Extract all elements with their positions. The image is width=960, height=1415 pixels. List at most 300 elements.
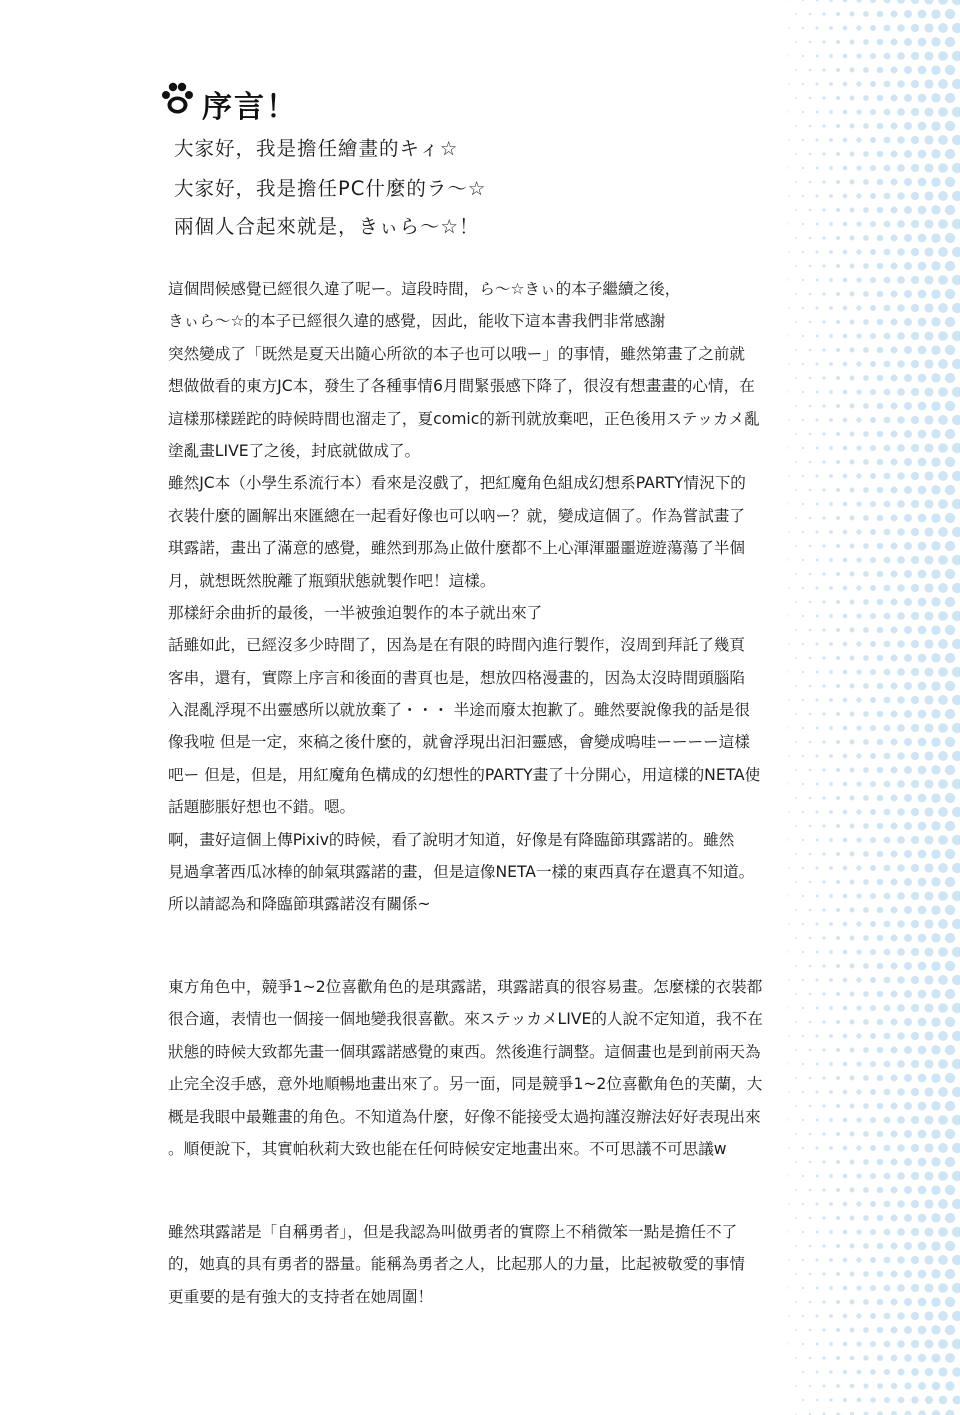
halftone-dot <box>884 641 891 648</box>
paw-print-icon <box>158 80 196 118</box>
halftone-dot <box>945 625 955 635</box>
halftone-dot <box>884 1061 891 1068</box>
halftone-dot <box>904 1242 912 1250</box>
halftone-dot <box>925 1368 933 1376</box>
halftone-dot <box>884 1397 890 1403</box>
halftone-dot <box>945 401 955 411</box>
halftone-dot <box>884 893 891 900</box>
halftone-dot <box>911 752 919 760</box>
text-line: 啊，畫好這個上傳Pixiv的時候，看了說明才知道，好像是有降臨節琪露諾的。雖然 <box>168 830 735 849</box>
halftone-dot <box>938 1199 948 1209</box>
halftone-dot <box>863 67 869 73</box>
halftone-dot <box>938 135 948 145</box>
halftone-dot <box>905 1411 912 1415</box>
halftone-dot <box>931 261 940 270</box>
halftone-dot <box>931 205 940 214</box>
halftone-dot <box>863 263 869 269</box>
halftone-dot <box>802 951 804 953</box>
halftone-dot <box>816 111 819 114</box>
halftone-dot <box>884 809 891 816</box>
halftone-dot <box>897 556 905 564</box>
halftone-dot <box>931 37 940 46</box>
halftone-dot <box>952 1115 960 1125</box>
halftone-dot <box>890 1074 897 1081</box>
halftone-dot <box>843 1174 848 1179</box>
halftone-dot <box>904 990 912 998</box>
halftone-dot <box>870 249 876 255</box>
halftone-dot <box>952 471 960 481</box>
halftone-dot <box>863 655 869 661</box>
halftone-dot <box>890 486 897 493</box>
halftone-dot <box>863 515 869 521</box>
text-line: 入混亂浮現不出靈感所以就放棄了・・・ 半途而廢太抱歉了。雖然要說像我的話是很 <box>168 701 750 720</box>
halftone-dot <box>918 318 927 327</box>
halftone-dot <box>911 1228 919 1236</box>
halftone-dot <box>938 779 948 789</box>
halftone-dot <box>931 345 940 354</box>
halftone-dot <box>924 611 933 620</box>
halftone-dot <box>931 233 940 242</box>
halftone-dot <box>945 373 955 383</box>
halftone-dot <box>924 0 933 5</box>
halftone-dot <box>938 1227 948 1237</box>
halftone-dot <box>924 947 933 956</box>
halftone-dot <box>863 739 869 745</box>
halftone-dot <box>856 221 861 226</box>
halftone-dot <box>931 1213 940 1222</box>
halftone-dot <box>897 1312 905 1320</box>
halftone-dot <box>884 1313 891 1320</box>
halftone-dot <box>802 0 804 1</box>
halftone-dot <box>918 1130 927 1139</box>
halftone-dot <box>816 923 819 926</box>
halftone-dot <box>924 1311 933 1320</box>
halftone-dot <box>884 613 891 620</box>
halftone-dot <box>788 83 789 84</box>
halftone-dot <box>952 1339 960 1349</box>
halftone-dot <box>816 1175 819 1178</box>
halftone-dot <box>952 527 960 537</box>
halftone-dot <box>904 178 912 186</box>
text-line: 這樣那樣蹉跎的時候時間也溜走了，夏comic的新刊就放棄吧，正色後用ステッカメ亂 <box>168 409 760 428</box>
halftone-dot <box>911 276 919 284</box>
halftone-dot <box>938 191 948 201</box>
halftone-dot <box>863 459 869 465</box>
halftone-dot <box>918 766 927 775</box>
halftone-dot <box>843 1370 847 1374</box>
halftone-dot <box>952 275 960 285</box>
halftone-dot <box>884 501 891 508</box>
halftone-dot <box>911 500 919 508</box>
halftone-dot <box>952 1311 960 1321</box>
halftone-dot <box>863 711 869 717</box>
preface-title: 序言！ <box>202 90 298 125</box>
halftone-dot <box>795 1189 797 1191</box>
halftone-dot <box>945 289 955 299</box>
halftone-dot <box>897 1228 905 1236</box>
halftone-dot <box>897 1256 905 1264</box>
halftone-dot <box>897 80 905 88</box>
halftone-dot <box>952 1059 960 1069</box>
halftone-dot <box>870 949 876 955</box>
halftone-dot <box>863 1187 869 1193</box>
halftone-dot <box>897 1172 905 1180</box>
halftone-dot <box>918 1242 927 1251</box>
halftone-dot <box>829 54 833 58</box>
halftone-dot <box>925 1396 933 1404</box>
halftone-dot <box>897 780 905 788</box>
halftone-dot <box>857 1398 862 1403</box>
halftone-dot <box>924 1031 933 1040</box>
halftone-dot <box>945 877 955 887</box>
halftone-dot <box>918 1382 926 1390</box>
halftone-dot <box>931 821 940 830</box>
halftone-dot <box>924 359 933 368</box>
halftone-dot <box>897 1368 904 1375</box>
halftone-dot <box>904 626 912 634</box>
halftone-dot <box>952 1227 960 1237</box>
halftone-dot <box>931 65 940 74</box>
halftone-dot <box>924 275 933 284</box>
halftone-dot <box>884 865 891 872</box>
halftone-dot <box>924 23 933 32</box>
text-line: 東方角色中，競爭1~2位喜歡角色的是琪露諾，琪露諾真的很容易畫。怎麼樣的衣裝都 <box>168 978 763 996</box>
halftone-dot <box>932 1382 941 1391</box>
halftone-dot <box>809 1329 812 1332</box>
halftone-dot <box>816 1315 819 1318</box>
text-line: 更重要的是有強大的支持者在她周圍！ <box>168 1287 434 1306</box>
halftone-dot <box>802 251 804 253</box>
halftone-dot <box>802 1175 804 1177</box>
halftone-dot <box>911 472 919 480</box>
halftone-dot <box>870 753 876 759</box>
halftone-dot <box>890 682 897 689</box>
halftone-dot <box>870 221 876 227</box>
halftone-dot <box>795 265 797 267</box>
halftone-dot <box>924 163 933 172</box>
halftone-dot <box>931 849 940 858</box>
halftone-dot <box>897 0 905 4</box>
halftone-dot <box>924 1143 933 1152</box>
halftone-dot <box>953 1396 960 1405</box>
halftone-dot <box>904 1158 912 1166</box>
halftone-dot <box>877 1019 883 1025</box>
halftone-dot <box>829 1202 833 1206</box>
halftone-dot <box>952 835 960 845</box>
halftone-dot <box>918 738 927 747</box>
halftone-dot <box>891 1411 897 1415</box>
text-line: 。順便說下，其實帕秋莉大致也能在任何時候安定地畫出來。不可思議不可思議w <box>168 1139 727 1158</box>
halftone-dot <box>822 1328 825 1331</box>
halftone-dot <box>931 9 940 18</box>
greeting-line: 兩個人合起來就是，きぃら～☆！ <box>174 215 480 238</box>
halftone-dot <box>897 976 905 984</box>
halftone-dot <box>816 195 819 198</box>
halftone-dot <box>945 905 955 915</box>
halftone-dot <box>931 1073 940 1082</box>
halftone-dot <box>952 415 960 425</box>
halftone-dot <box>904 346 912 354</box>
halftone-dot <box>877 571 883 577</box>
halftone-dot <box>843 26 848 31</box>
halftone-dot <box>952 1255 960 1265</box>
halftone-dot <box>836 1188 840 1192</box>
halftone-dot <box>870 865 876 871</box>
text-line: 那樣紆余曲折的最後，一半被強迫製作的本子就出來了 <box>168 603 543 622</box>
halftone-dot <box>890 990 897 997</box>
halftone-dot <box>863 907 869 913</box>
halftone-dot <box>938 275 948 285</box>
halftone-dot <box>863 767 869 773</box>
halftone-dot <box>918 850 927 859</box>
halftone-dot <box>945 9 955 19</box>
halftone-dot <box>904 430 912 438</box>
halftone-dot <box>890 1186 897 1193</box>
halftone-dot <box>870 669 876 675</box>
halftone-dot <box>938 863 948 873</box>
halftone-dot <box>918 346 927 355</box>
halftone-dot <box>918 794 927 803</box>
halftone-dot <box>952 443 960 453</box>
halftone-dot <box>890 962 897 969</box>
halftone-dot <box>870 389 876 395</box>
halftone-dot <box>952 499 960 509</box>
halftone-dot <box>890 850 897 857</box>
halftone-dot <box>877 291 883 297</box>
halftone-dot <box>918 654 927 663</box>
halftone-dot <box>911 444 919 452</box>
halftone-dot <box>822 1356 825 1359</box>
halftone-dot <box>863 879 869 885</box>
halftone-dot <box>938 23 948 33</box>
halftone-dot <box>863 963 869 969</box>
halftone-dot <box>822 1188 825 1191</box>
halftone-dot <box>788 195 789 196</box>
halftone-dot <box>918 458 927 467</box>
halftone-dot <box>816 83 819 86</box>
halftone-dot <box>884 445 891 452</box>
halftone-dot <box>938 0 948 5</box>
halftone-dot <box>931 1297 940 1306</box>
halftone-dot <box>918 906 927 915</box>
halftone-dot <box>918 66 927 75</box>
halftone-dot <box>788 1175 789 1176</box>
halftone-dot <box>822 936 825 939</box>
halftone-dot <box>918 430 927 439</box>
halftone-dot <box>795 97 797 99</box>
halftone-dot <box>938 947 948 957</box>
halftone-dot <box>884 1089 891 1096</box>
halftone-dot <box>931 317 940 326</box>
halftone-dot <box>918 626 927 635</box>
halftone-dot <box>945 1241 955 1251</box>
halftone-dot <box>952 219 960 229</box>
halftone-dot <box>870 473 876 479</box>
halftone-dot <box>918 38 927 47</box>
text-line: 話題膨脹好想也不錯。嗯。 <box>168 798 356 817</box>
halftone-dot <box>945 737 955 747</box>
halftone-dot <box>890 122 897 129</box>
halftone-dot <box>809 1385 811 1387</box>
halftone-dot <box>870 529 876 535</box>
halftone-dot <box>952 387 960 397</box>
halftone-dot <box>931 933 940 942</box>
halftone-dot <box>870 725 876 731</box>
halftone-dot <box>795 1329 797 1331</box>
halftone-dot <box>897 640 905 648</box>
halftone-dot <box>795 181 797 183</box>
halftone-dot <box>816 55 819 58</box>
halftone-dot <box>904 290 912 298</box>
halftone-dot <box>897 1060 905 1068</box>
halftone-dot <box>938 415 948 425</box>
halftone-dot <box>863 431 869 437</box>
halftone-dot <box>884 473 891 480</box>
halftone-dot <box>884 585 891 592</box>
halftone-dot <box>924 695 933 704</box>
halftone-dot <box>904 542 912 550</box>
halftone-dot <box>884 837 891 844</box>
halftone-dot <box>938 919 948 929</box>
halftone-dot <box>904 122 912 130</box>
halftone-dot <box>924 107 933 116</box>
halftone-dot <box>952 863 960 873</box>
halftone-dot <box>939 1396 948 1405</box>
halftone-dot <box>870 781 876 787</box>
halftone-dot <box>945 93 955 103</box>
halftone-dot <box>884 977 891 984</box>
halftone-dot <box>836 12 840 16</box>
greeting-line: 大家好，我是擔任PC什麼的ラ～☆ <box>174 177 487 200</box>
halftone-dot <box>877 431 883 437</box>
halftone-dot <box>850 12 855 17</box>
halftone-dot <box>897 52 905 60</box>
halftone-dot <box>884 1369 890 1375</box>
halftone-dot <box>904 1270 912 1278</box>
halftone-dot <box>938 639 948 649</box>
halftone-dot <box>897 1004 905 1012</box>
halftone-dot <box>931 177 940 186</box>
halftone-dot <box>918 122 927 131</box>
halftone-dot <box>870 1173 876 1179</box>
halftone-dot <box>795 1357 797 1359</box>
halftone-dot <box>843 950 848 955</box>
halftone-dot <box>918 206 927 215</box>
halftone-dot <box>870 1285 876 1291</box>
halftone-dot <box>904 66 912 74</box>
halftone-dot <box>877 347 883 353</box>
halftone-dot <box>924 303 933 312</box>
halftone-dot <box>945 765 955 775</box>
halftone-dot <box>918 682 927 691</box>
halftone-dot <box>897 724 905 732</box>
halftone-dot <box>863 935 869 941</box>
halftone-dot <box>856 53 861 58</box>
halftone-dot <box>952 163 960 173</box>
halftone-dot <box>952 919 960 929</box>
halftone-dot <box>870 501 876 507</box>
halftone-dot <box>829 1342 833 1346</box>
halftone-dot <box>856 193 861 198</box>
halftone-dot <box>938 219 948 229</box>
halftone-dot <box>952 79 960 89</box>
halftone-dot <box>938 303 948 313</box>
halftone-dot <box>836 236 840 240</box>
halftone-dot <box>816 1203 819 1206</box>
halftone-dot <box>870 697 876 703</box>
halftone-dot <box>870 613 876 619</box>
halftone-dot <box>918 822 927 831</box>
halftone-dot <box>822 236 825 239</box>
halftone-dot <box>809 237 812 240</box>
halftone-dot <box>918 1270 927 1279</box>
halftone-dot <box>952 975 960 985</box>
halftone-dot <box>918 934 927 943</box>
halftone-dot <box>850 1384 854 1388</box>
halftone-dot <box>870 81 876 87</box>
halftone-dot <box>924 331 933 340</box>
halftone-dot <box>938 807 948 817</box>
halftone-dot <box>850 964 855 969</box>
halftone-dot <box>863 11 869 17</box>
halftone-dot <box>924 387 933 396</box>
halftone-dot <box>843 138 848 143</box>
halftone-dot <box>911 416 919 424</box>
halftone-dot <box>918 486 927 495</box>
halftone-dot <box>802 1371 804 1373</box>
halftone-dot <box>809 1357 812 1360</box>
halftone-dot <box>938 443 948 453</box>
halftone-dot <box>795 13 797 15</box>
halftone-dot <box>911 136 919 144</box>
halftone-dot <box>877 39 883 45</box>
halftone-dot <box>925 1340 934 1349</box>
halftone-dot <box>877 683 883 689</box>
halftone-dot <box>877 767 883 773</box>
halftone-dot <box>829 82 833 86</box>
halftone-dot <box>945 233 955 243</box>
halftone-dot <box>870 1369 876 1375</box>
halftone-dot <box>945 1017 955 1027</box>
halftone-dot <box>897 528 905 536</box>
halftone-dot <box>945 597 955 607</box>
halftone-dot <box>877 1383 883 1389</box>
halftone-dot <box>877 123 883 129</box>
halftone-dot <box>877 319 883 325</box>
halftone-dot <box>904 1186 912 1194</box>
halftone-dot <box>897 164 905 172</box>
halftone-dot <box>863 1299 869 1305</box>
halftone-dot <box>877 1271 883 1277</box>
halftone-dot <box>870 1313 876 1319</box>
halftone-dot <box>890 234 897 241</box>
halftone-dot <box>802 111 804 113</box>
halftone-dot <box>863 1131 869 1137</box>
halftone-dot <box>890 738 897 745</box>
halftone-dot <box>890 1298 897 1305</box>
text-line: 塗亂畫LIVE了之後，封底就做成了。 <box>168 441 421 460</box>
halftone-dot <box>897 836 905 844</box>
halftone-dot <box>945 709 955 719</box>
halftone-dot <box>911 304 919 312</box>
halftone-dot <box>877 1103 883 1109</box>
halftone-dot <box>931 765 940 774</box>
halftone-dot <box>938 1283 948 1293</box>
halftone-dot <box>897 612 905 620</box>
halftone-dot <box>952 1003 960 1013</box>
halftone-dot <box>918 1102 927 1111</box>
halftone-dot <box>938 583 948 593</box>
